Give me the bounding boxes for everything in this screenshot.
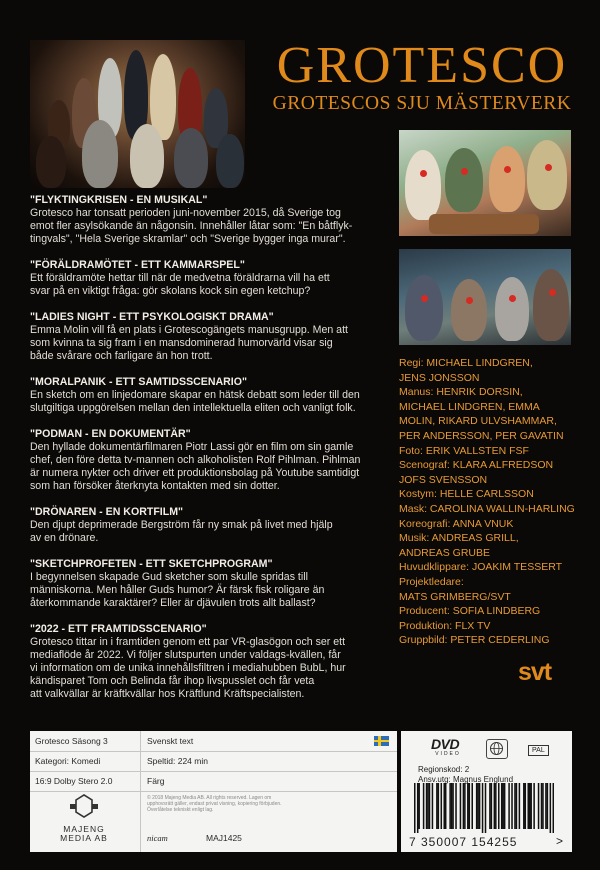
barcode-bar [516,783,518,829]
episode-description-line: Grotesco har tonsatt perioden juni-november 2015, då Sverige tog [30,207,341,219]
episode-title: "2022 - ETT FRAMTIDSSCENARIO" [30,623,207,635]
barcode-bar [476,783,478,829]
barcode-bar [423,783,425,829]
credit-line: Musik: ANDREAS GRILL, [399,532,519,545]
barcode-bar [542,783,544,829]
barcode-bar [553,783,554,833]
barcode-bar [429,783,431,829]
episode-list [30,194,395,714]
barcode-bar [533,783,535,829]
barcode-bar [527,783,529,829]
barcode-bar [501,783,503,829]
barcode-bar [508,783,510,829]
region-info [418,765,513,784]
barcode-bar [545,783,547,829]
still-clowns-office [399,249,571,345]
title: GROTESCO [276,37,568,94]
barcode-bar [541,783,543,829]
product-name: Grotesco Säsong 3 [35,736,108,746]
episode-description-line: slutgiltiga uppgörelsen mellan den intellektuella eliten och vanligt folk. [30,402,356,414]
barcode-bar [485,783,487,833]
episode-title: "PODMAN - EN DOKUMENTÄR" [30,428,191,440]
episode-description-line: som kvinna ta sig fram i en mansdominerad humorvärld visar sig [30,337,333,349]
episode-description-line: att valkvällar är kräftkvällar hos Kräftlund Kräftspecialisten. [30,688,305,700]
legal-text: © 2018 Majeng Media AB. All rights reserved. Lagen om upphovsrätt gäller, endast privat visning, kopiering förbjuden. Överlåtelse tekniskt enligt lag. [147,795,282,813]
credit-line: Manus: HENRIK DORSIN, [399,386,523,399]
credit-line: JOFS SVENSSON [399,473,488,486]
info-panel [30,731,397,852]
barcode-bar [529,783,531,829]
episode-description-line: Grotesco tittar in i framtiden genom ett par VR-glasögon och ser ett [30,636,346,648]
barcode-bar [519,783,521,829]
barcode-bar [443,783,445,829]
episode-title: "LADIES NIGHT - ETT PSYKOLOGISKT DRAMA" [30,311,274,323]
episode-description-line: som han försöker återknyta kontakten med sin dotter. [30,480,280,492]
episode-block [30,259,395,298]
barcode-number: 7 350007 154255 [409,835,518,849]
episode-description-line: svar på en viktigt fråga: gör skolans kock sin egen ketchup? [30,285,311,297]
barcode-bar [441,783,443,829]
credit-line: MOLIN, RIKARD ULVSHAMMAR, [399,415,557,428]
barcode-bar [525,783,527,829]
episode-block [30,194,395,246]
color-info: Färg [147,776,165,786]
barcode-bar [432,783,434,829]
credit-line: Regi: MICHAEL LINDGREN, [399,357,533,369]
credit-line: JENS JONSSON [399,371,480,384]
episode-description-line: människorna. Men håller Guds humor? Är färsk fisk roligare än [30,584,325,596]
barcode-bar [414,783,416,833]
barcode-bar [445,783,447,829]
barcode-bar [426,783,428,829]
credit-line: Gruppbild: PETER CEDERLING [399,634,550,647]
barcode-bar [523,783,525,829]
subtitle: GROTESCOS SJU MÄSTERVERK [272,93,572,114]
barcode-bar [530,783,532,829]
episode-description-line: Emma Molin vill få en plats i Grotescogängets manusgrupp. Men att [30,324,348,336]
episode-description-line: vi information om de unika innehållsfiltren i mediahubben BubL, hur [30,662,346,674]
episode-block [30,311,395,363]
barcode-bar [452,783,454,829]
episode-description-line: Den hyllade dokumentärfilmaren Piotr Lassi gör en film om sin gamle [30,441,354,453]
barcode-bar [479,783,481,829]
barcode-bar [463,783,465,829]
barcode-bar [438,783,440,829]
barcode-bar [550,783,552,833]
credit-line: PER ANDERSSON, PER GAVATIN [399,429,564,442]
group-photo [30,40,245,188]
barcode-bar [436,783,438,829]
svt-logo: svt [518,658,552,686]
swedish-flag-icon [374,736,389,746]
credit-line: Huvudklippare: JOAKIM TESSERT [399,561,563,574]
episode-block [30,376,395,415]
barcode-bar [455,783,457,829]
publisher-name-1: MAJENG [63,824,105,834]
credit-line: Foto: ERIK VALLSTEN FSF [399,444,529,457]
episode-description-line: Den djupt deprimerade Bergström får ny smak på livet med hjälp [30,519,333,531]
episode-block [30,428,395,493]
barcode-bar [467,783,469,829]
barcode-bar [464,783,466,829]
barcode-bar [511,783,513,829]
publisher-logo [54,794,114,843]
disc-panel [401,731,572,852]
catalog-number: MAJ1425 [206,833,242,843]
episode-title: "SKETCHPROFETEN - ETT SKETCHPROGRAM" [30,558,273,570]
episode-block [30,558,395,610]
majeng-icon [70,794,98,820]
episode-title: "DRÖNAREN - EN KORTFILM" [30,506,184,518]
barcode-bar [482,783,484,833]
episode-description-line: chef, den före detta tv-mannen och alkoholisten Rolf Pihlman. Pihlman [30,454,361,466]
episode-description-line: av en drönare. [30,532,99,544]
credits [399,356,599,648]
runtime-info: Speltid: 224 min [147,756,208,766]
credit-line: Kostym: HELLE CARLSSON [399,488,534,501]
category-info: Kategori: Komedi [35,756,101,766]
barcode-bar [498,783,500,829]
episode-description-line: emot fler asylsökande än någonsin. Innehåller låtar som: "En båtflyk- [30,220,353,232]
episode-description-line: mediaflöde år 2022. Vi följer slutspurten under valdags-kvällen, får [30,649,341,661]
barcode-bar [489,783,491,829]
barcode-arrow: > [556,834,564,848]
region-globe-icon [486,739,508,759]
nicam-logo: nicam [147,833,168,843]
barcode-bar [417,783,419,833]
barcode-bar [427,783,429,829]
barcode-bar [504,783,506,829]
barcode-bar [514,783,516,829]
credit-line: MATS GRIMBERG/SVT [399,590,511,603]
barcode-bar [471,783,473,829]
credit-line: Produktion: FLX TV [399,619,491,632]
credit-line: Scenograf: KLARA ALFREDSON [399,459,554,472]
dvd-video-logo [431,737,465,757]
episode-description-line: I begynnelsen skapade Gud sketcher som skulle spridas till [30,571,308,583]
barcode-bar [495,783,497,829]
barcode-bar [469,783,471,829]
video-text: VIDEO [435,751,461,757]
episode-description-line: både svårare och farligare än hon trott. [30,350,213,362]
episode-block [30,623,395,701]
episode-title: "MORALPANIK - ETT SAMTIDSSCENARIO" [30,376,248,388]
episode-description-line: tingvals", "Hela Sverige skramlar" och "Sverige bygger inga murar". [30,233,346,245]
episode-description-line: En sketch om en linjedomare skapar en hätsk debatt som leder till den [30,389,360,401]
credit-line: Projektledare: [399,575,464,588]
episode-title: "FÖRÄLDRAMÖTET - ETT KAMMARSPEL" [30,259,245,271]
episode-description-line: återkommande karaktärer? Eller är djävulen trots allt ballast? [30,597,316,609]
credit-line: Mask: CAROLINA WALLIN-HARLING [399,502,575,515]
credit-line: MICHAEL LINDGREN, EMMA [399,400,540,413]
episode-description-line: Ett föräldramöte hettar till när de medvetna föräldrarna vill ha ett [30,272,330,284]
subtitles-info: Svenskt text [147,736,194,746]
format-info: 16:9 Dolby Stero 2.0 [35,776,113,786]
credit-line: Koreografi: ANNA VNUK [399,517,514,530]
barcode-bar [547,783,549,829]
barcode-bar [418,783,420,829]
barcode-bar [451,783,453,829]
credit-line: ANDREAS GRUBE [399,546,491,559]
episode-description-line: kändisparet Tom och Belinda får ihop livspusslet och får veta [30,675,315,687]
episode-block [30,506,395,545]
credit-line: Producent: SOFIA LINDBERG [399,605,541,618]
barcode-bar [494,783,496,829]
responsible-publisher: Ansv.utg: Magnus Englund [418,774,514,784]
dvd-text: DVD [431,736,460,752]
publisher-name-2: MEDIA AB [60,833,108,843]
still-clowns-cafe [399,130,571,236]
barcode-bar [491,783,493,829]
barcode-bar [477,783,479,829]
barcode-bar [449,783,451,829]
barcode [414,783,554,833]
region-code: Regionskod: 2 [418,765,470,774]
episode-title: "FLYKTINGKRISEN - EN MUSIKAL" [30,194,208,206]
barcode-bar [502,783,504,829]
barcode-bar [538,783,540,829]
barcode-bar [460,783,462,829]
pal-badge: PAL [528,745,549,756]
episode-description-line: är numera nykter och driver ett produktionsbolag på Youtube samtidigt [30,467,360,479]
